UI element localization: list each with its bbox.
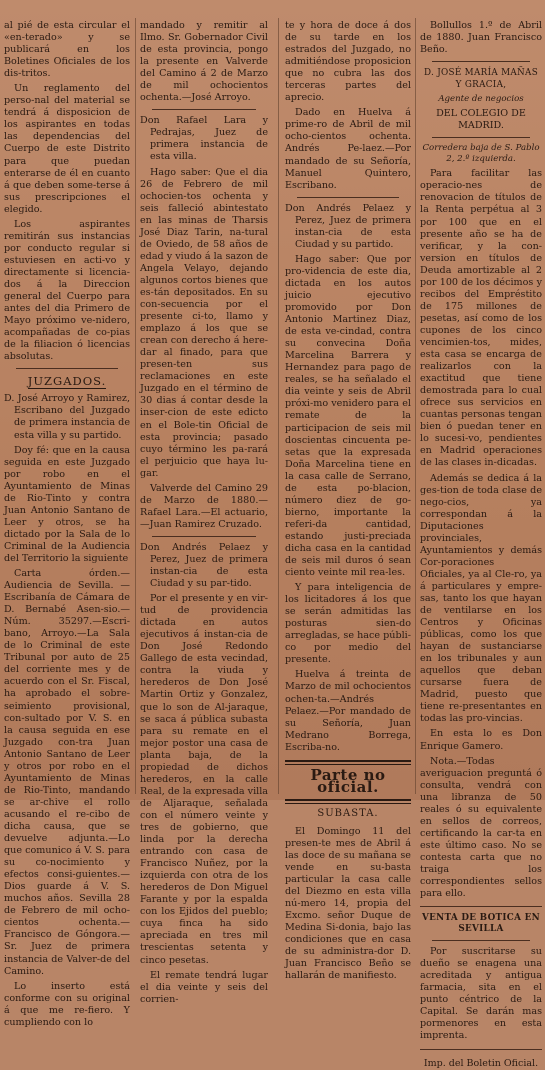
- separator: [420, 1049, 542, 1050]
- paragraph: Un reglamento del perso-nal del material se tendrá á disposicion de los aspirantes en todas las dependencias del Cuerpo de este Distrito para que puedan enterarse de él en cuanto á que deben some-terse á sus prescripciones el elegido.: [4, 83, 130, 215]
- paragraph: Además se dedica á la ges-tion de toda clase de nego-cios, ya correspondan á la Diputaciones provinciales, Ayuntamientos y demás Cor-poraciones Oficiales, ya al Cle-ro, ya á particulares y empre-sas, tanto los que hayan de ventilarse en los Centros y Oficinas públicas, como los que hayan de sustanciarse en los tribunales y aun aquellos que deban cursarse fuera de Madrid, puesto que tiene re-presentantes en todas las pro-vincias.: [420, 472, 542, 725]
- paragraph: Por suscritarse su dueño se enagena una acreditada y antigua farmacia, sita en el punto céntrico de la Capital. Se darán mas pormenores en esta imprenta.: [420, 946, 542, 1042]
- column-2: [140, 20, 268, 1005]
- paragraph: Carta órden.—Audiencia de Sevilla. — Escribanía de Cámara de D. Bernabé Asen-sio.—Núm. 35297.—Escri-bano, Arroyo.—La Sala de lo Criminal de este Tribunal por auto de 25 del corriente mes y de acuerdo con el Sr. Fiscal, ha aprobado el sobre-seimiento provisional, con-sultado por V. S. en la causa seguida en ese Juzgado con-tra Juan Antonio Santano de Leer y otros por robo en el Ayuntamiento de Minas de Rio-Tinto, mandando se ar-chive el rollo acusando el re-cibo de dicha causa, que se devuelve adjunta.—Lo que comunico á V. S. para su co-nocimiento y efectos consi-guientes.—Dios guarde á V. S. muchos años. Sevilla 28 de Febrero de mil ocho-cientos ochenta.—Francisco de Góngora.—Sr. Juez de primera instancia de Valver-de del Camino.: [4, 568, 130, 977]
- column-3: [285, 20, 411, 982]
- paragraph: Don Rafael Lara y Pedrajas, Juez de primera instancia de esta villa.: [140, 115, 268, 163]
- subheading: SUBASTA.: [317, 807, 379, 819]
- paragraph: mandado y remitir al Ilmo. Sr. Gobernador Civil de esta provincia, pongo la presente en Valverde del Camino á 2 de Marzo de mil ochocientos ochenta.—José Arroyo.: [140, 20, 268, 104]
- paragraph: te y hora de doce á dos de su tarde en los estrados del Juzgado, no admitiéndose proposicion que no cubra las dos terceras partes del aprecio.: [285, 20, 411, 104]
- paragraph: Lo inserto está conforme con su original á que me re-fiero. Y cumpliendo con lo: [4, 980, 130, 1028]
- column-divider: [415, 18, 416, 794]
- separator: [420, 906, 542, 907]
- advert-org: DEL COLEGIO DE MADRID.: [436, 108, 526, 132]
- paragraph: Hago saber: Que el dia 26 de Febrero de mil ochocien-tos ochenta y seis falleció abintestato en las minas de Tharsis José Diaz Tarin, na-tural de Oviedo, de 58 años de edad y viudo á la sazon de Angela Velayo, dejando algunos cortos bienes que es-tán depositados. En su con-secuencia por el presente ci-to, llamo y emplazo á los que se crean con derecho á here-dar al finado, para que presen-ten sus reclamaciones en este Juzgado en el término de 30 dias á contar desde la inser-cion de este edicto en el Bole-tin Oficial de esta provincia; pasado cuyo término les pa-rará el perjuicio que haya lu-gar.: [140, 166, 268, 479]
- paragraph: Por el presente y en vir-tud de providencia dictada en autos ejecutivos á instan-cia de Don José Redondo Gallego de esta vecindad, contra la viuda y herederos de Don José Martin Ortiz y Gonzalez, que lo son de Al-jaraque, se saca á pública subasta para su remate en el mejor postor una casa de planta baja, de la propiedad de dichos herederos, en la calle Real, de la expresada villa de Aljaraque, señalada con el número veinte y tres de gobierno, que linda por la derecha entrando con casa de Francisco Nuñez, por la izquierda con otra de los herederos de Don Miguel Farante y por la espalda con los Ejidos del pueblo; cuya finca ha sido apreciada en tres mil trescientas setenta y cinco pesetas.: [140, 593, 268, 966]
- section-heading-text: JUZGADOS.: [27, 374, 107, 389]
- advert-address: Corredera baja de S. Pablo 2, 2.º izquierda.: [422, 143, 540, 165]
- paragraph: El remate tendrá lugar el dia veinte y seis del corrien-: [140, 969, 268, 1005]
- advert-name: D. JOSÉ MARÍA MAÑAS Y GRACIA,: [423, 68, 539, 91]
- separator: [432, 61, 530, 62]
- separator: [432, 137, 530, 138]
- column-4: [420, 20, 542, 1069]
- separator: [152, 536, 256, 537]
- paragraph: Bollullos 1.º de Abril de 1880. Juan Francisco Beño.: [420, 20, 542, 56]
- advert-title: VENTA DE BOTICA EN SEVILLA: [422, 913, 540, 935]
- paragraph: Y para inteligencia de los licitadores á los que se serán admitidas las posturas sien-do arregladas, se hace públi-co por medio del presente.: [285, 582, 411, 666]
- section-heading: [4, 375, 130, 387]
- paragraph: Don Andrés Pelaez y Perez, Juez de primera instan-cia de esta Ciudad y su partido.: [285, 202, 411, 250]
- paragraph: al pié de esta circular el «en-terado» y se publicará en los Boletines Oficiales de los dis-tritos.: [4, 20, 130, 80]
- double-rule: [285, 799, 411, 804]
- paragraph: Don Andrés Pelaez y Perez, Juez de primera instan-cia de esta Ciudad y su par-tido.: [140, 541, 268, 590]
- column-divider: [278, 18, 279, 794]
- paragraph: El Domingo 11 del presen-te mes de Abril á las doce de su mañana se vende en su-basta particular la casa calle del Diezmo en esta villa nú-mero 14, propia del Excmo. señor Duque de Medina Si-donia, bajo las condiciones que en casa de su administra-dor D. Juan Francisco Beño se hallarán de manifiesto.: [285, 825, 411, 982]
- section-heading-big: Parte no oficial.: [310, 765, 386, 796]
- paragraph: Para facilitar las operacio-nes de renovacion de títulos de la Renta perpétua al 3 por 100 que en el presente año se ha de verificar, y la con-version en títulos de Deuda amortizable al 2 por 100 de los décimos y recibos del Empréstito de 175 millones de pesetas, así como de los cupones de los cinco vencimien-tos, mides, esta casa se encarga de realizarlos con la exactitud que tiene demostrada para lo cual ofrece sus servicios en cuantas personas tengan bien ó puedan tener en lo sucesi-vo, pendientes en Madrid operaciones de las clases in-dicadas.: [420, 168, 542, 469]
- column-divider: [135, 18, 136, 794]
- paragraph: Huelva á treinta de Marzo de mil ochocientos ochen-ta.—Andrés Pelaez.—Por mandado de su Señoría, Juan Medrano Borrega, Escriba-no.: [285, 669, 411, 753]
- paragraph: D. José Arroyo y Ramirez, Escribano del Juzgado de primera instancia de esta villa y su partido.: [4, 393, 130, 441]
- printer-imprint: Imp. del Boletin Oficial.: [423, 1057, 539, 1069]
- paragraph: Los aspirantes remitirán sus instancias por conducto regular si estuviesen en acti-vo y directamente si licencia-dos á la Direccion general del Cuerpo para antes del dia Primero de Mayo próximo ve-nidero, acompañadas de co-pias de la filiacion ó licencias absolutas.: [4, 218, 130, 363]
- paragraph: En esta lo es Don Enrique Gamero.: [420, 728, 542, 752]
- separator: [432, 940, 530, 941]
- separator: [16, 368, 118, 369]
- advert-role: Agente de negocios: [438, 94, 524, 105]
- column-1: [4, 20, 130, 1028]
- paragraph: Hago saber: Que por pro-videncia de este dia, dictada en los autos juicio ejecutivo promovido por Don Antonio Martinez Diaz, de esta ve-cindad, contra su convecina Doña Marcelina Barrera y Hernandez para pago de reales, se ha señalado el dia veinte y seis de Abril próxi-mo venidero para el remate de la participacion de seis mil doscientas cincuenta pe-setas que la expresada Doña Marcelina tiene en la casa calle de Serrano, de esta po-blacion, número diez de go-bierno, importante la referi-da cantidad, estando justi-preciada dicha casa en la cantidad de seis mil duros ó sean ciento veinte mil rea-les.: [285, 253, 411, 579]
- paragraph: Doy fé: que en la causa seguida en este Juzgado por robo en el Ayuntamiento de Minas de Rio-Tinto y contra Juan Antonio Santano de Leer y otros, se ha dictado por la Sala de lo Criminal de la Audiencia del Territorio la siguiente: [4, 444, 130, 564]
- separator: [297, 197, 399, 198]
- paragraph: Nota.—Todas averiguacion preguntá ó consulta, vendrá con una libranza de 50 reales ó su equivalente en sellos de correos, certificando la car-ta en este último caso. No se contesta carta que no traiga los correspondientes sellos para ello.: [420, 755, 542, 900]
- paragraph: Dado en Huelva á prime-ro de Abril de mil ocho-cientos ochenta. Andrés Pe-laez.—Por mandado de su Señoría, Manuel Quintero, Escribano.: [285, 107, 411, 191]
- separator: [152, 109, 256, 110]
- paragraph: Valverde del Camino 29 de Marzo de 1880.—Rafael Lara.—El actuario,—Juan Ramirez Cruzado.: [140, 482, 268, 530]
- double-rule: [285, 760, 411, 765]
